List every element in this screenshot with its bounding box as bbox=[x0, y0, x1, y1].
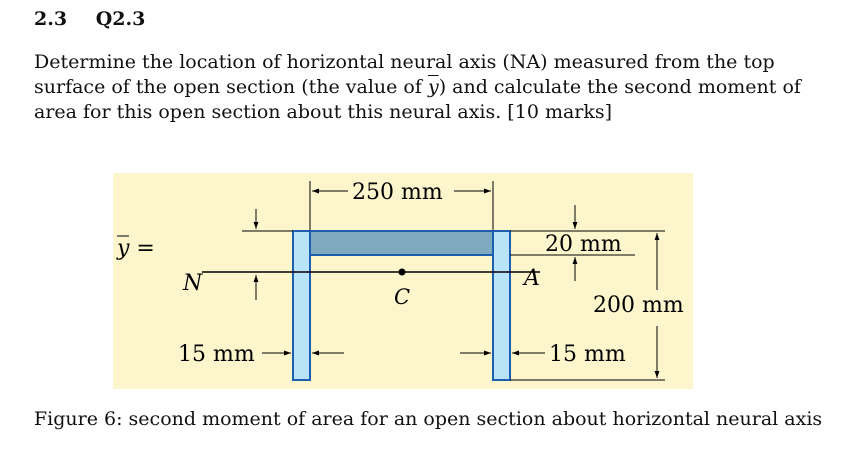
axis-a-label: A bbox=[524, 266, 540, 291]
axis-n-label: N bbox=[183, 271, 203, 296]
centroid-label: C bbox=[394, 285, 411, 309]
question-text-start: Determine the location of horizontal neural axis (NA) measured from the top surface of the open section (the value of bbox=[34, 51, 775, 98]
left-web bbox=[293, 231, 310, 380]
flange-thickness-label: 20 mm bbox=[545, 232, 622, 257]
right-web bbox=[493, 231, 510, 380]
centroid-point bbox=[399, 269, 406, 276]
ybar-label: y = bbox=[117, 236, 155, 261]
figure-caption: Figure 6: second moment of area for an open section about horizontal neural axis bbox=[34, 408, 823, 430]
height-label: 200 mm bbox=[593, 293, 684, 318]
section-number: 2.3 bbox=[34, 8, 68, 30]
question-text-end: ) and calculate the second moment of area for this open section about this neural axis. [10 marks] bbox=[34, 76, 801, 123]
section-title: Q2.3 bbox=[95, 8, 146, 30]
left-web-thickness-label: 15 mm bbox=[178, 342, 255, 367]
width-label: 250 mm bbox=[352, 180, 443, 205]
top-flange bbox=[310, 231, 493, 255]
y-bar-symbol: $\overline{y}$ bbox=[427, 76, 439, 98]
right-web-thickness-label: 15 mm bbox=[549, 342, 626, 367]
